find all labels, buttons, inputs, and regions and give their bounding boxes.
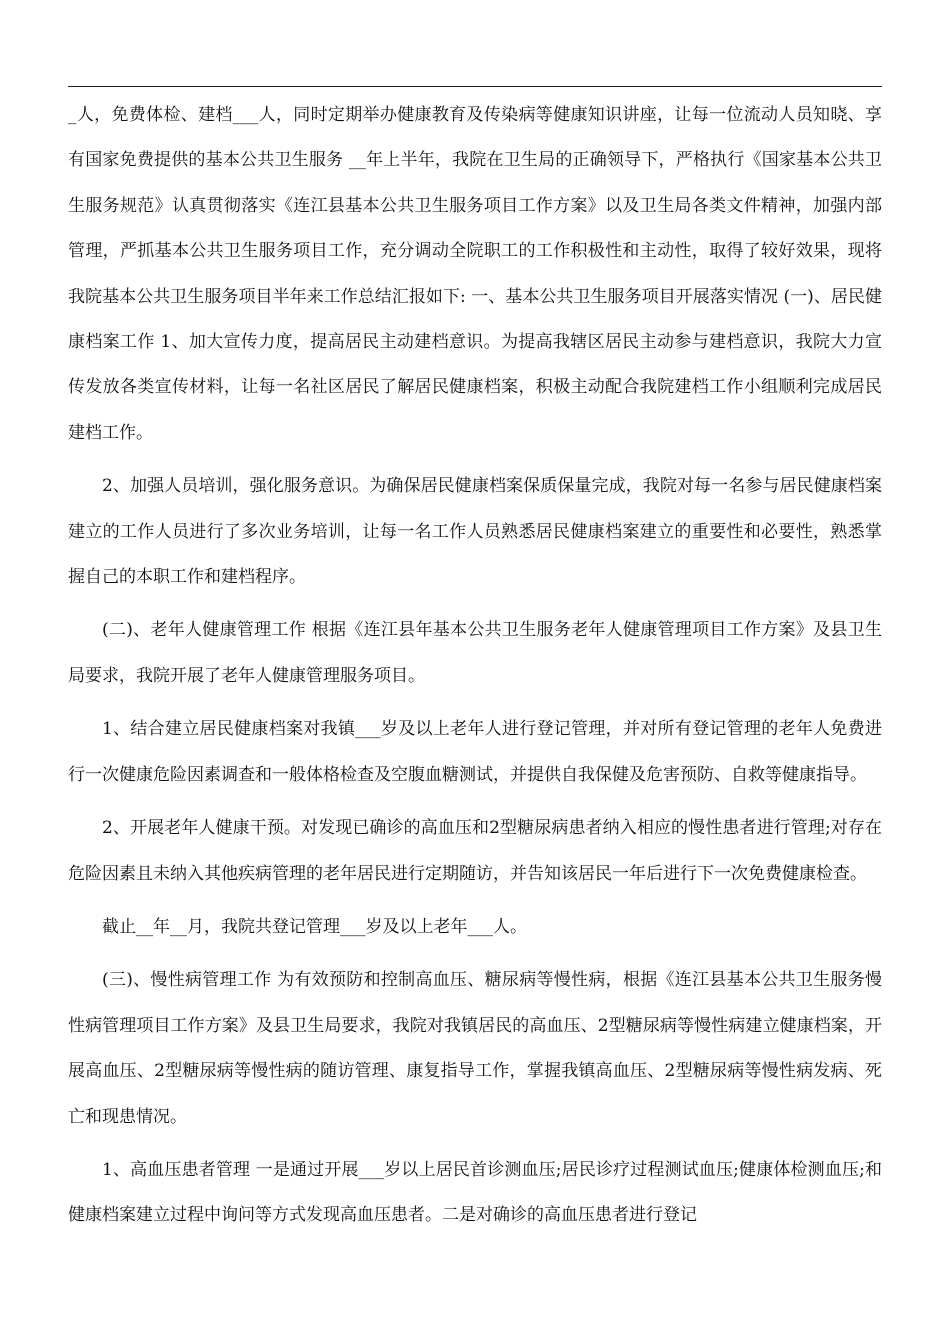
header-rule [68,86,882,87]
paragraph-registration-count: 截止__年__月，我院共登记管理___岁及以上老年___人。 [102,916,527,937]
paragraph-chronic-disease: (三)、慢性病管理工作 为有效预防和控制高血压、糖尿病等慢性病，根据《连江县基本公共卫生服务慢性病管理项目工作方案》及县卫生局要求，我院对我镇居民的高血压、2型糖尿病等慢性病建立健康档案，开展高血压、2型糖尿病等慢性病的随访管理、康复指导工作，掌握我镇高血压、2型糖尿病等慢性病发病、死亡和现患情况。 [68,970,882,1127]
paragraph-elderly-management: (二)、老年人健康管理工作 根据《连江县年基本公共卫生服务老年人健康管理项目工作方案》及县卫生局要求，我院开展了老年人健康管理服务项目。 [68,620,882,686]
document-body [68,93,882,1247]
paragraph-intro: _人，免费体检、建档___人，同时定期举办健康教育及传染病等健康知识讲座，让每一位流动人员知晓、享有国家免费提供的基本公共卫生服务 __年上半年，我院在卫生局的正确领导下，严格执行《国家基本公共卫生服务规范》认真贯彻落实《连江县基本公共卫生服务项目工作方案》以及卫生局各类文件精神，加强内部管理，严抓基本公共卫生服务项目工作，充分调动全院职工的工作积极性和主动性，取得了较好效果，现将我院基本公共卫生服务项目半年来工作总结汇报如下: 一、基本公共卫生服务项目开展落实情况 (一)、居民健康档案工作 1、加大宣传力度，提高居民主动建档意识。为提高我辖区居民主动参与建档意识，我院大力宣传发放各类宣传材料，让每一名社区居民了解居民健康档案，积极主动配合我院建档工作小组顺利完成居民建档工作。 [68,105,882,443]
paragraph-training: 2、加强人员培训，强化服务意识。为确保居民健康档案保质保量完成，我院对每一名参与居民健康档案建立的工作人员进行了多次业务培训，让每一名工作人员熟悉居民健康档案建立的重要性和必要性，熟悉掌握自己的本职工作和建档程序。 [68,476,882,588]
paragraph-hypertension: 1、高血压患者管理 一是通过开展___岁以上居民首诊测血压;居民诊疗过程测试血压;健康体检测血压;和健康档案建立过程中询问等方式发现高血压患者。二是对确诊的高血压患者进行登记 [68,1159,882,1226]
paragraph-elderly-intervention: 2、开展老年人健康干预。对发现已确诊的高血压和2型糖尿病患者纳入相应的慢性患者进行管理;对存在危险因素且未纳入其他疾病管理的老年居民进行定期随访，并告知该居民一年后进行下一次免费健康检查。 [68,818,882,884]
paragraph-elderly-registration: 1、结合建立居民健康档案对我镇___岁及以上老年人进行登记管理，并对所有登记管理的老年人免费进行一次健康危险因素调查和一般体格检查及空腹血糖测试，并提供自我保健及危害预防、自救等健康指导。 [68,719,882,785]
